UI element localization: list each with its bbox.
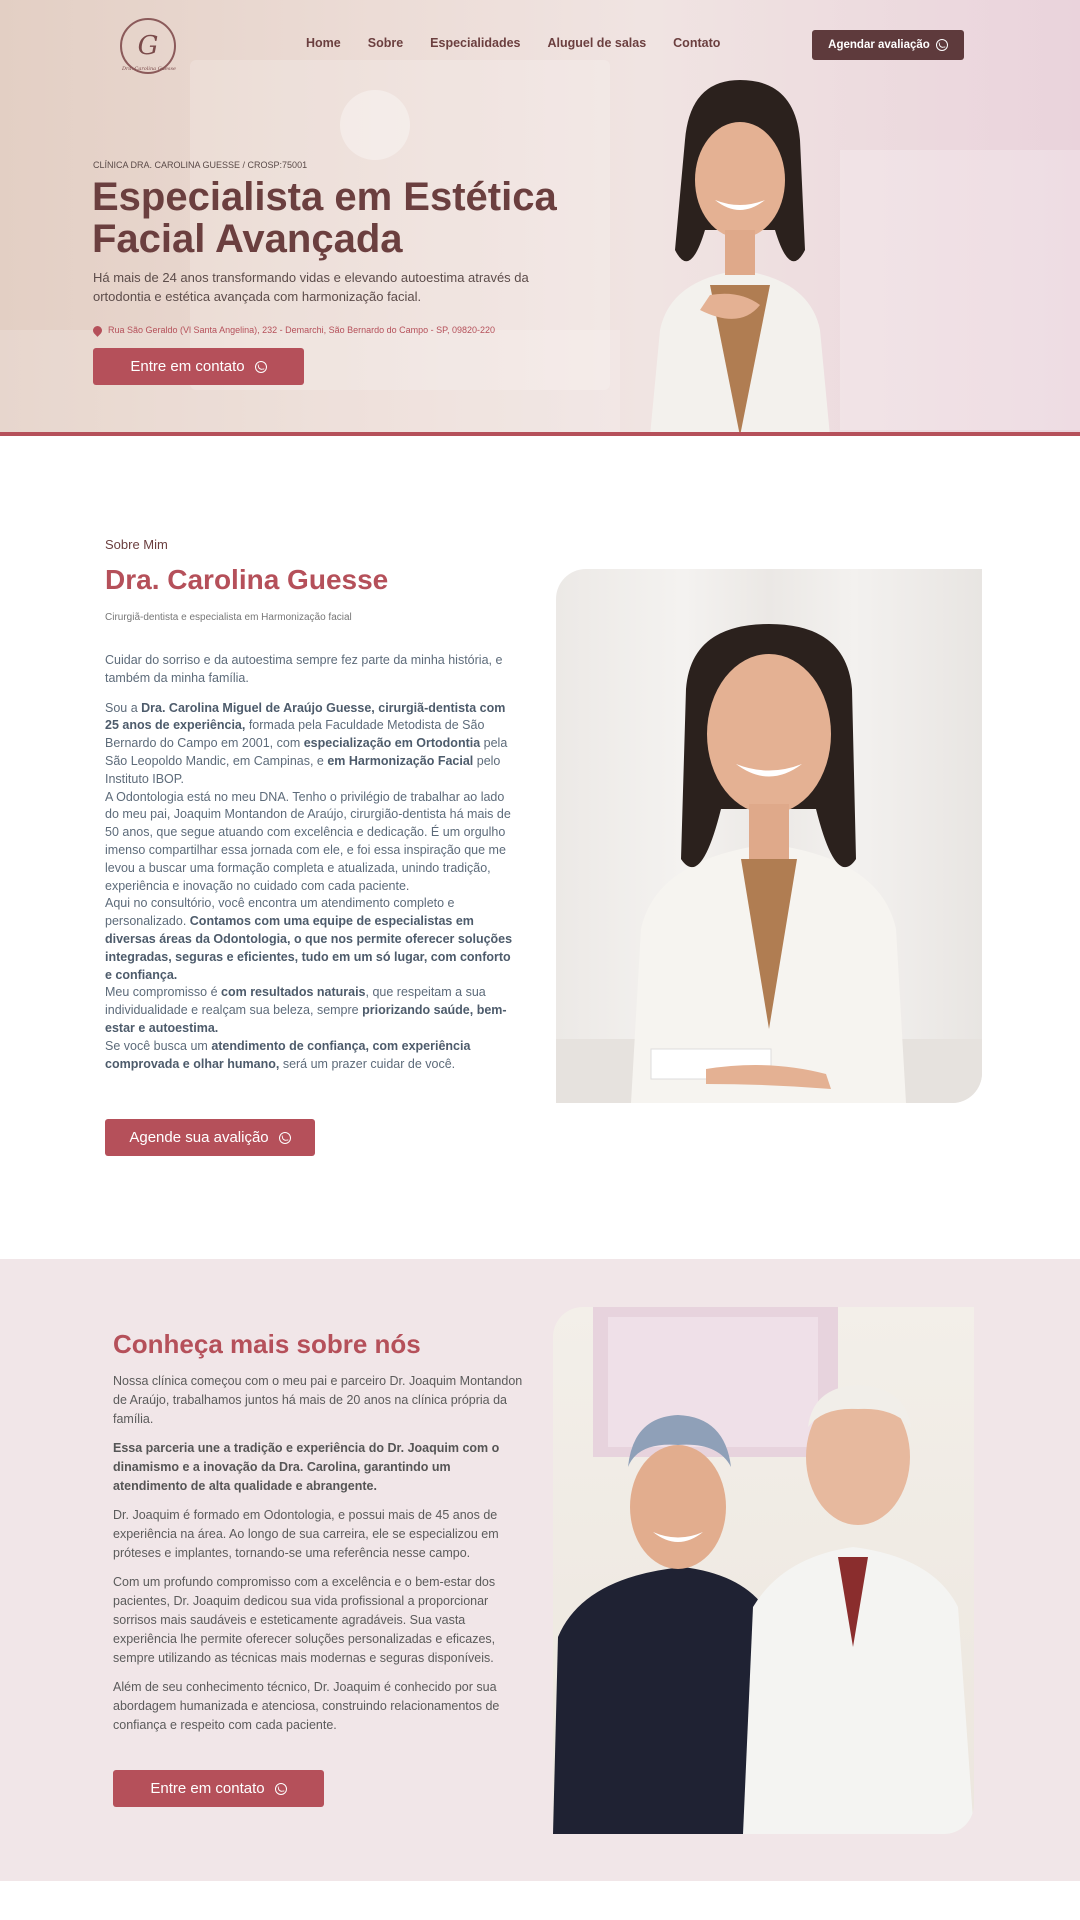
- whatsapp-icon: [279, 1132, 291, 1144]
- conheca-paragraph: Além de seu conhecimento técnico, Dr. Joaquim é conhecido por sua abordagem humanizada e atenciosa, construindo relacionamentos de confiança e respeito com cada paciente.: [113, 1680, 500, 1732]
- text-run: pelo Instituto IBOP.: [105, 753, 501, 786]
- whatsapp-icon: [275, 1783, 287, 1795]
- sobre-paragraph: [105, 984, 515, 1037]
- hero-kicker: CLÍNICA DRA. CAROLINA GUESSE / CROSP:75001: [93, 160, 308, 170]
- agendar-avaliacao-button[interactable]: [812, 30, 964, 60]
- text-run: Aqui no consultório, você encontra um atendimento completo e personalizado.: [105, 896, 455, 929]
- hero-description: Há mais de 24 anos transformando vidas e elevando autoestima através da ortodontia e estética avançada com harmonização facial.: [93, 270, 529, 304]
- conheca-body: [113, 1372, 525, 1745]
- conheca-paragraph: Com um profundo compromisso com a excelência e o bem-estar dos pacientes, Dr. Joaquim dedicou sua vida profissional a proporcionar sorrisos mais saudáveis e esteticamente agradáveis. Sua vasta experiência lhe permite oferecer soluções personalizadas e eficazes, sempre utilizando as técnicas mais modernas e seguras disponíveis.: [113, 1575, 496, 1665]
- hero-contact-button[interactable]: [93, 348, 304, 385]
- doctors-duo-photo: [553, 1307, 974, 1834]
- hero-title: Especialista em Estética Facial Avançada: [92, 175, 557, 261]
- text-run: Se você busca um: [105, 1038, 212, 1053]
- sobre-paragraph: [105, 700, 515, 789]
- text-run-bold: Dra. Carolina Miguel de Araújo Guesse, cirurgiã-dentista com 25 anos de experiência,: [105, 700, 506, 733]
- text-run-bold: em Harmonização Facial: [327, 753, 474, 768]
- text-run: formada pela Faculdade Metodista de São Bernardo do Campo em 2001, com: [105, 718, 485, 751]
- doctor-portrait-image: [590, 80, 890, 436]
- sobre-paragraph: A Odontologia está no meu DNA. Tenho o privilégio de trabalhar ao lado do meu pai, Joaquim Montandon de Araújo, cirurgião-dentista há mais de 50 anos, que segue atuando com excelência e dedicação. É um orgulho imenso compartilhar essa jornada com ele, e foi essa inspiração que me levou a buscar uma formação completa e atualizada, unindo tradição, experiência e inovação no cuidado com cada paciente.: [105, 789, 511, 893]
- sobre-paragraph: [105, 1038, 515, 1074]
- conheca-paragraph: Dr. Joaquim é formado em Odontologia, e possui mais de 45 anos de experiência na área. Ao longo de sua carreira, ele se especializou em próteses e implantes, tornando-se uma referência nesse campo.: [113, 1508, 499, 1560]
- logo-letter: G: [137, 31, 159, 61]
- conheca-contact-button[interactable]: [113, 1770, 324, 1807]
- text-run: Meu compromisso é: [105, 985, 222, 1000]
- logo-caption: Dra. Carolina Guesse: [121, 66, 177, 72]
- hero-section: [0, 0, 1080, 436]
- text-run: pela São Leopoldo Mandic, em Campinas, e: [105, 736, 508, 768]
- conheca-title: Conheça mais sobre nós: [113, 1329, 421, 1359]
- text-run-bold: priorizando saúde, bem-estar e autoestima.: [105, 1003, 507, 1035]
- hero-address: [93, 325, 495, 335]
- sobre-title: Dra. Carolina Guesse: [105, 564, 389, 595]
- doctors-duo-illustration: [553, 1307, 974, 1834]
- nav-contato[interactable]: Contato: [673, 36, 721, 50]
- nav-especialidades[interactable]: Especialidades: [430, 36, 521, 50]
- nav-aluguel-de-salas[interactable]: Aluguel de salas: [547, 36, 647, 50]
- agendar-avaliacao-label: Agendar avaliação: [828, 39, 930, 51]
- map-pin-icon: [91, 324, 104, 337]
- conheca-contact-label: Entre em contato: [150, 1780, 265, 1797]
- whatsapp-icon: [936, 39, 948, 51]
- whatsapp-icon: [255, 361, 267, 373]
- conheca-paragraph: Nossa clínica começou com o meu pai e parceiro Dr. Joaquim Montandon de Araújo, trabalhamos juntos há mais de 20 anos na clínica própria da família.: [113, 1374, 523, 1426]
- sobre-paragraph: [105, 895, 515, 984]
- text-run: será um prazer cuidar de você.: [279, 1056, 456, 1071]
- sobre-body: [105, 652, 515, 1073]
- text-run-bold: atendimento de confiança, com experiência comprovada e olhar humano,: [105, 1038, 471, 1071]
- hero-address-text: Rua São Geraldo (Vl Santa Angelina), 232 - Demarchi, São Bernardo do Campo - SP, 09820-220: [108, 325, 496, 335]
- agende-avaliacao-label: Agende sua avalição: [129, 1129, 269, 1146]
- main-nav: [306, 36, 720, 50]
- conheca-section: [0, 1259, 1080, 1881]
- text-run: , que respeitam a sua individualidade e realçam sua beleza, sempre: [105, 985, 486, 1018]
- conheca-paragraph: Essa parceria une a tradição e experiência do Dr. Joaquim com o dinamismo e a inovação da Dra. Carolina, garantindo um atendimento de alta qualidade e abrangente.: [113, 1441, 500, 1493]
- text-run-bold: Contamos com uma equipe de especialistas em diversas áreas da Odontologia, o que nos permite oferecer soluções integradas, seguras e eficientes, tudo em um só lugar, com conforto e confiança.: [105, 914, 513, 982]
- sobre-subtitle: Cirurgiã-dentista e especialista em Harmonização facial: [105, 612, 352, 623]
- text-run-bold: com resultados naturais: [221, 985, 366, 1000]
- text-run: Sou a: [105, 700, 142, 715]
- sobre-paragraph: Cuidar do sorriso e da autoestima sempre fez parte da minha história, e também da minha família.: [105, 653, 503, 685]
- background-lamp-shape: [340, 90, 410, 160]
- text-run-bold: especialização em Ortodontia: [303, 736, 481, 751]
- agende-avaliacao-button[interactable]: [105, 1119, 315, 1156]
- nav-home[interactable]: Home: [306, 36, 341, 50]
- nav-sobre[interactable]: Sobre: [367, 36, 404, 50]
- doctor-office-illustration: [556, 569, 982, 1103]
- doctor-office-photo: [556, 569, 982, 1103]
- hero-contact-label: Entre em contato: [130, 358, 245, 375]
- sobre-kicker: Sobre Mim: [105, 537, 168, 552]
